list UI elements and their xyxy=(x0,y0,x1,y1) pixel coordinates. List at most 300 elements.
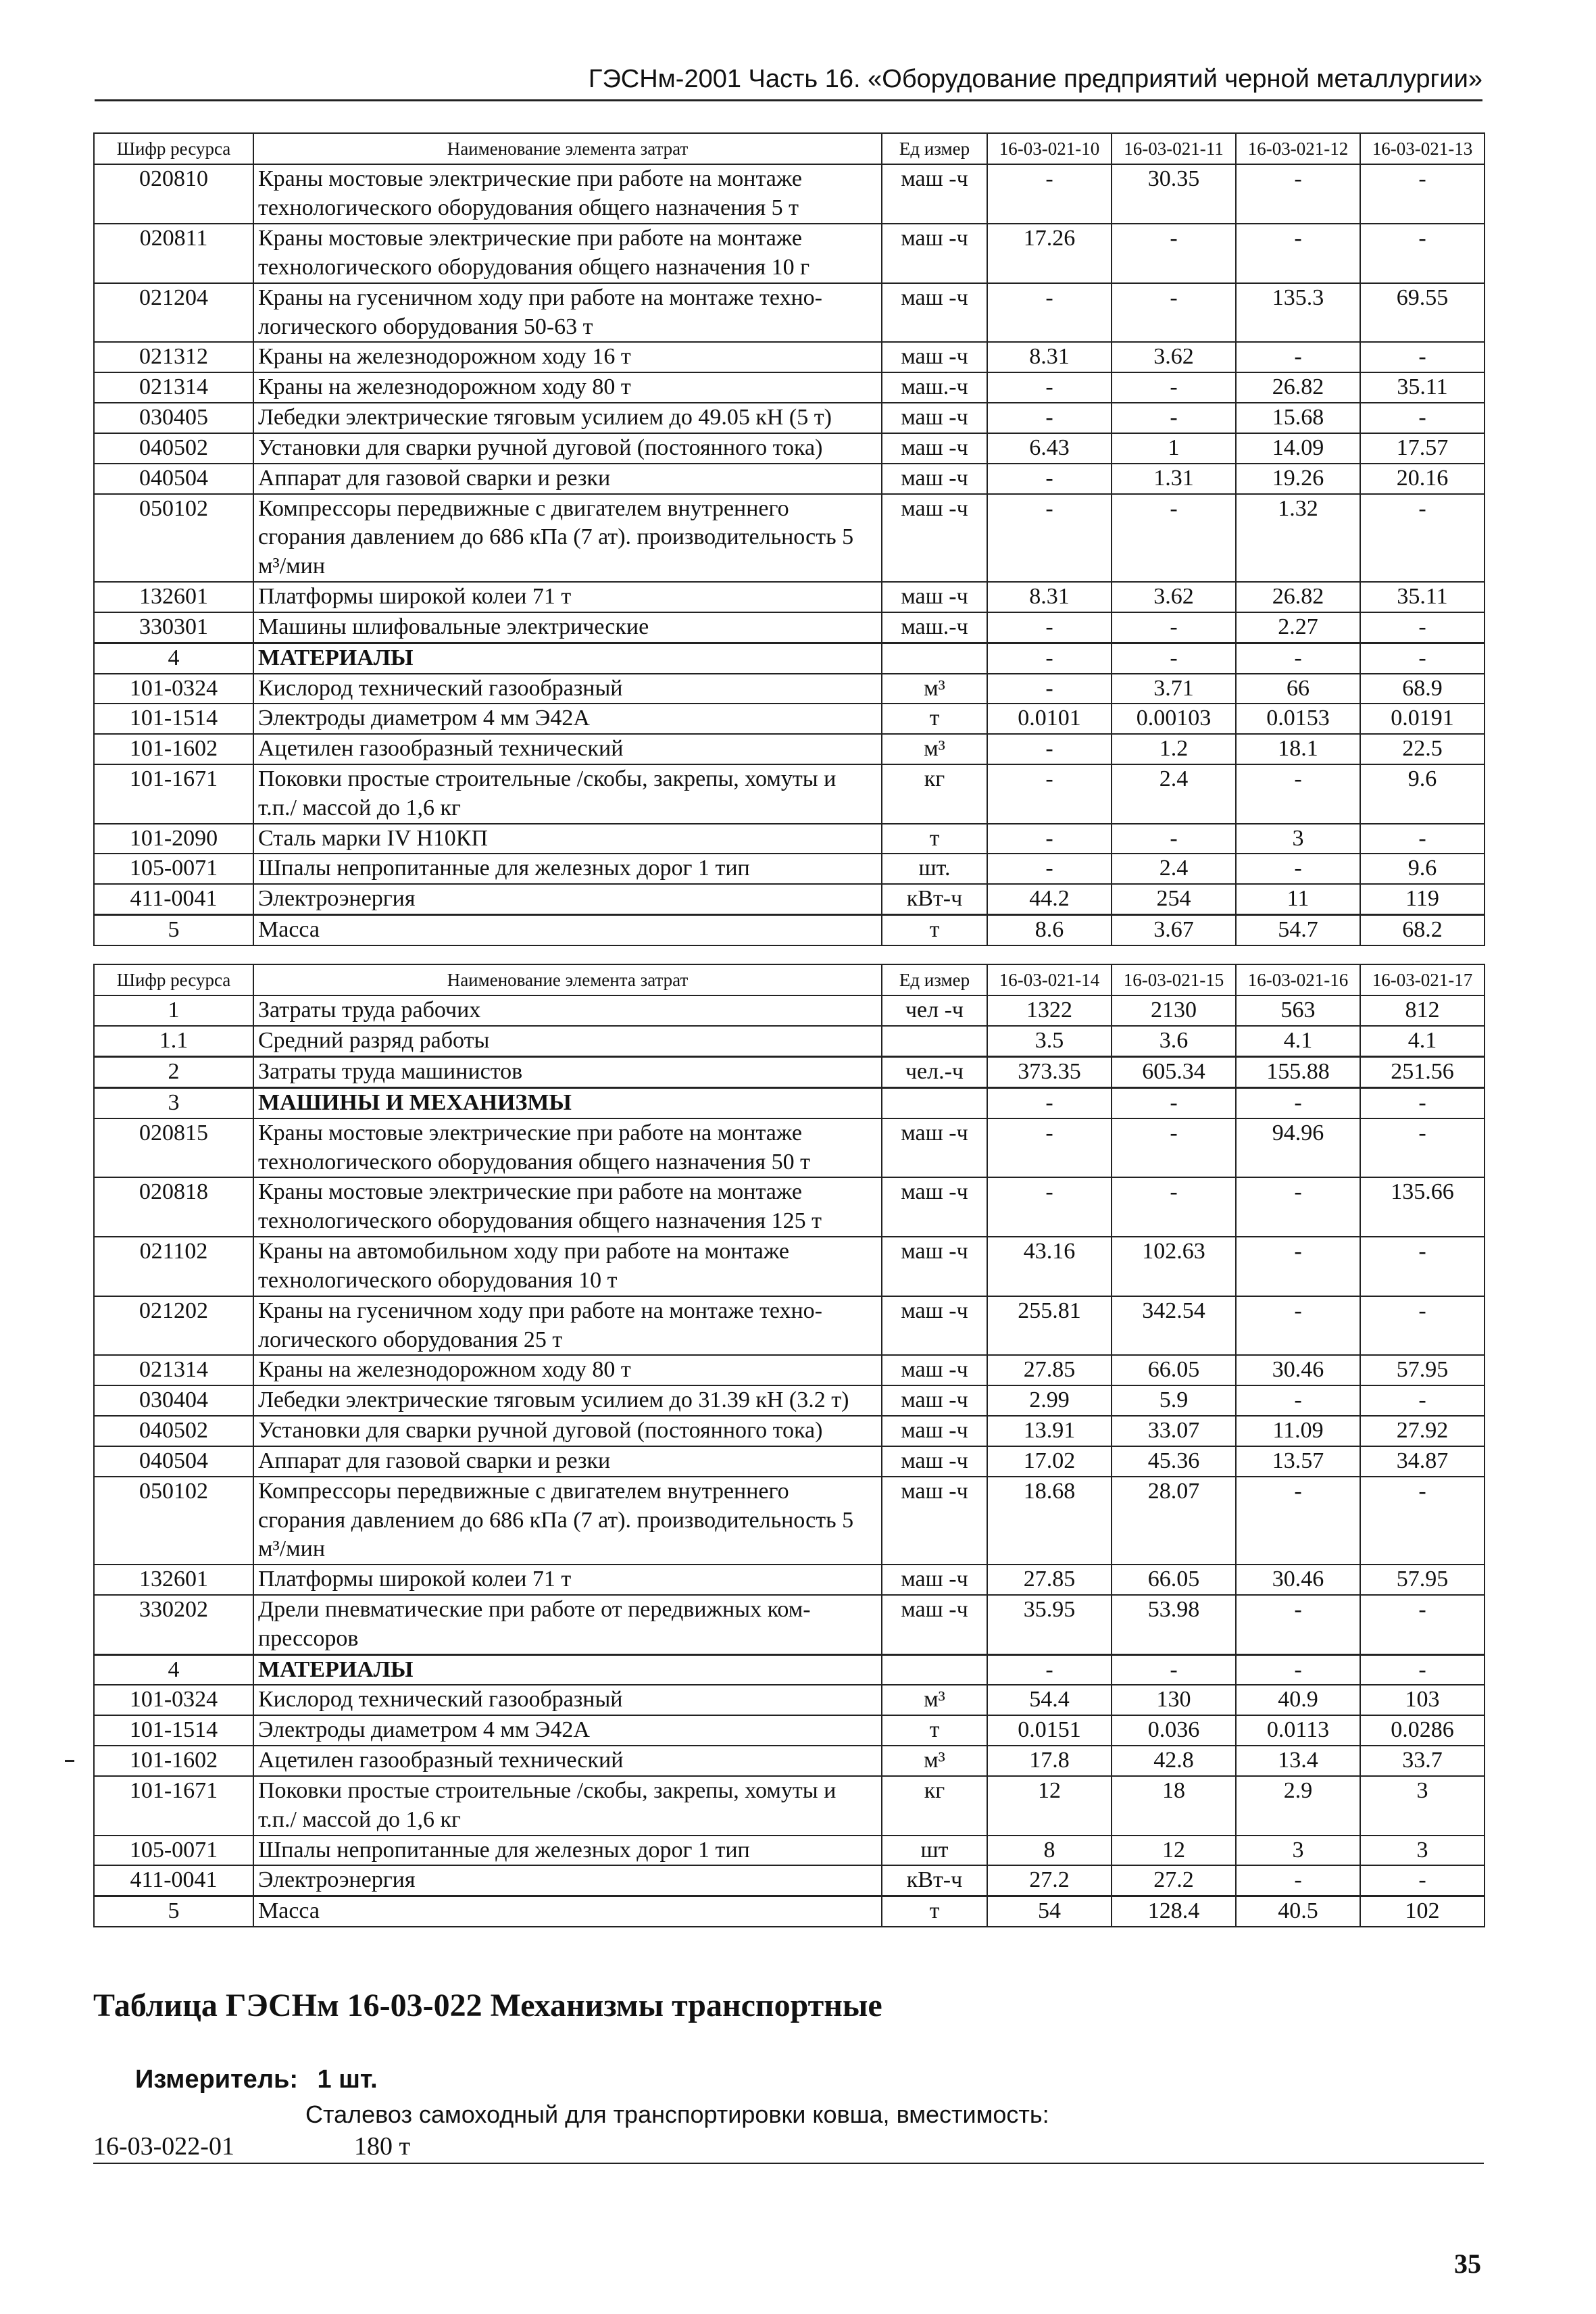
cell-value: - xyxy=(1360,1654,1485,1685)
table-row xyxy=(94,1776,1485,1836)
table-row xyxy=(94,1296,1485,1356)
cell-unit: маш -ч xyxy=(882,1446,987,1477)
cell-code: 020811 xyxy=(94,224,253,283)
cell-unit: маш -ч xyxy=(882,1118,987,1178)
table-row xyxy=(94,884,1485,914)
cell-value: 54.7 xyxy=(1236,915,1360,945)
cell-value: 128.4 xyxy=(1112,1896,1236,1927)
cell-value: - xyxy=(987,1118,1112,1178)
cell-value: 0.0191 xyxy=(1360,704,1485,734)
cell-value: - xyxy=(987,854,1112,884)
cell-value: - xyxy=(1236,1865,1360,1896)
cell-value: 33.7 xyxy=(1360,1746,1485,1776)
cell-code: 101-1514 xyxy=(94,704,253,734)
cell-value: 66.05 xyxy=(1112,1565,1236,1595)
cell-unit: маш -ч xyxy=(882,1385,987,1416)
cell-value: 17.02 xyxy=(987,1446,1112,1477)
table-row xyxy=(94,342,1485,372)
cell-value: 9.6 xyxy=(1360,854,1485,884)
cell-value: 94.96 xyxy=(1236,1118,1360,1178)
table-row xyxy=(94,1746,1485,1776)
section-row xyxy=(94,1654,1485,1685)
cell-value: 3 xyxy=(1236,1836,1360,1866)
cell-value: - xyxy=(1236,224,1360,283)
cell-name: Компрессоры передвижные с двигателем внутреннего сгорания давлением до 686 кПа (7 ат). производительность 5 м³/мин xyxy=(253,1477,882,1565)
cell-code: 021314 xyxy=(94,372,253,403)
cell-value: - xyxy=(987,734,1112,764)
cell-code: 330301 xyxy=(94,612,253,643)
cell-code: 132601 xyxy=(94,1565,253,1595)
cell-value: - xyxy=(1112,403,1236,433)
cell-code: 101-1602 xyxy=(94,734,253,764)
cell-value: - xyxy=(987,643,1112,673)
cell-value: 3 xyxy=(1360,1836,1485,1866)
cell-value: 27.92 xyxy=(1360,1416,1485,1446)
cell-unit: маш -ч xyxy=(882,224,987,283)
cell-unit: м³ xyxy=(882,674,987,704)
cell-value: - xyxy=(987,1177,1112,1237)
cell-value: - xyxy=(987,1654,1112,1685)
cell-value: 14.09 xyxy=(1236,433,1360,464)
cell-code: 5 xyxy=(94,915,253,945)
cell-name: Краны на железнодорожном ходу 16 т xyxy=(253,342,882,372)
cell-value: 3.71 xyxy=(1112,674,1236,704)
cell-code: 1.1 xyxy=(94,1026,253,1056)
cell-code: 132601 xyxy=(94,582,253,612)
cell-value: 3 xyxy=(1236,824,1360,854)
cell-value: 9.6 xyxy=(1360,764,1485,824)
cell-unit: т xyxy=(882,824,987,854)
column-header: Наименование элемента затрат xyxy=(253,133,882,164)
cell-unit: маш -ч xyxy=(882,494,987,582)
cell-value: 69.55 xyxy=(1360,283,1485,343)
cell-name: Масса xyxy=(253,915,882,945)
column-header: Ед измер xyxy=(882,133,987,164)
cell-value: 4.1 xyxy=(1236,1026,1360,1056)
column-header: Ед измер xyxy=(882,964,987,995)
table-row xyxy=(94,1685,1485,1715)
cell-value: 27.2 xyxy=(987,1865,1112,1896)
cell-value: 6.43 xyxy=(987,433,1112,464)
table-row xyxy=(94,704,1485,734)
cell-unit: маш -ч xyxy=(882,433,987,464)
item-code: 16-03-022-01 xyxy=(93,2132,253,2164)
cell-value: - xyxy=(987,764,1112,824)
cell-value: 13.91 xyxy=(987,1416,1112,1446)
cell-value: 30.46 xyxy=(1236,1355,1360,1385)
table-row xyxy=(94,674,1485,704)
cell-code: 040502 xyxy=(94,433,253,464)
cell-unit: т xyxy=(882,1715,987,1746)
table-row xyxy=(94,433,1485,464)
cell-value: 12 xyxy=(1112,1836,1236,1866)
cell-code: 101-1514 xyxy=(94,1715,253,1746)
column-header: 16-03-021-11 xyxy=(1112,133,1236,164)
cell-name: Краны на гусеничном ходу при работе на монтаже техно-логического оборудования 25 т xyxy=(253,1296,882,1356)
table-row xyxy=(94,1836,1485,1866)
cell-value: 373.35 xyxy=(987,1057,1112,1088)
cell-name: Платформы широкой колеи 71 т xyxy=(253,1565,882,1595)
cell-value: - xyxy=(1236,342,1360,372)
cell-unit: т xyxy=(882,704,987,734)
cell-value: 3.6 xyxy=(1112,1026,1236,1056)
cell-value: 40.5 xyxy=(1236,1896,1360,1927)
cell-unit: м³ xyxy=(882,1746,987,1776)
cell-value: 102 xyxy=(1360,1896,1485,1927)
cell-code: 101-1671 xyxy=(94,1776,253,1836)
cell-name: Установки для сварки ручной дуговой (постоянного тока) xyxy=(253,1416,882,1446)
cell-unit: маш -ч xyxy=(882,1355,987,1385)
cell-code: 021204 xyxy=(94,283,253,343)
cell-value: - xyxy=(987,283,1112,343)
column-header: Шифр ресурса xyxy=(94,964,253,995)
cell-code: 2 xyxy=(94,1057,253,1088)
cell-unit: маш -ч xyxy=(882,1177,987,1237)
table-row xyxy=(94,1177,1485,1237)
cell-value: 1322 xyxy=(987,995,1112,1026)
cell-code: 021312 xyxy=(94,342,253,372)
table-row xyxy=(94,1026,1485,1056)
cell-name: Кислород технический газообразный xyxy=(253,1685,882,1715)
measure-label: Измеритель: xyxy=(135,2065,298,2094)
cell-value: 42.8 xyxy=(1112,1746,1236,1776)
table-row xyxy=(94,1416,1485,1446)
cell-value: 0.0101 xyxy=(987,704,1112,734)
cell-value: - xyxy=(1360,1385,1485,1416)
cell-code: 040504 xyxy=(94,1446,253,1477)
cell-value: - xyxy=(1236,1595,1360,1654)
cell-value: 68.2 xyxy=(1360,915,1485,945)
cell-code: 105-0071 xyxy=(94,1836,253,1866)
cell-name: Краны мостовые электрические при работе на монтаже технологического оборудования общего назначения 125 т xyxy=(253,1177,882,1237)
measure-line xyxy=(135,2065,378,2094)
item-description: Сталевоз самоходный для транспортировки ковша, вместимость: xyxy=(305,2100,1049,2128)
cell-value: - xyxy=(1360,1296,1485,1356)
cell-value: 27.85 xyxy=(987,1565,1112,1595)
table-row xyxy=(94,1896,1485,1927)
cell-unit: маш -ч xyxy=(882,464,987,494)
cell-name: МАТЕРИАЛЫ xyxy=(253,1654,882,1685)
cell-unit: чел -ч xyxy=(882,995,987,1026)
cell-value: - xyxy=(1236,164,1360,224)
cell-value: 30.46 xyxy=(1236,1565,1360,1595)
column-header: Наименование элемента затрат xyxy=(253,964,882,995)
cell-value: 0.0286 xyxy=(1360,1715,1485,1746)
cell-name: Машины шлифовальные электрические xyxy=(253,612,882,643)
cell-value: - xyxy=(1360,224,1485,283)
cell-value: - xyxy=(1112,612,1236,643)
cell-value: - xyxy=(987,494,1112,582)
cell-unit: кг xyxy=(882,764,987,824)
cell-value: - xyxy=(1112,824,1236,854)
table-row xyxy=(94,582,1485,612)
cell-value: 40.9 xyxy=(1236,1685,1360,1715)
cell-unit: чел.-ч xyxy=(882,1057,987,1088)
cell-value: 57.95 xyxy=(1360,1565,1485,1595)
table-row xyxy=(94,824,1485,854)
column-header: 16-03-021-13 xyxy=(1360,133,1485,164)
table-row xyxy=(94,1595,1485,1654)
cell-value: 155.88 xyxy=(1236,1057,1360,1088)
cell-value: 3 xyxy=(1360,1776,1485,1836)
table-row xyxy=(94,1477,1485,1565)
cell-name: Компрессоры передвижные с двигателем внутреннего сгорания давлением до 686 кПа (7 ат). производительность 5 м³/мин xyxy=(253,494,882,582)
table-row xyxy=(94,372,1485,403)
cell-code: 101-1602 xyxy=(94,1746,253,1776)
table-row xyxy=(94,1385,1485,1416)
resource-table-1 xyxy=(93,132,1485,946)
cell-value: - xyxy=(1112,643,1236,673)
table-row xyxy=(94,1118,1485,1178)
cell-value: - xyxy=(1236,764,1360,824)
cell-name: Краны на гусеничном ходу при работе на монтаже техно-логического оборудования 50-63 т xyxy=(253,283,882,343)
cell-value: - xyxy=(1112,1118,1236,1178)
cell-value: - xyxy=(1360,342,1485,372)
cell-value: 812 xyxy=(1360,995,1485,1026)
cell-value: - xyxy=(1112,1087,1236,1118)
cell-value: - xyxy=(1236,1177,1360,1237)
cell-unit: маш -ч xyxy=(882,1565,987,1595)
cell-value: - xyxy=(1112,494,1236,582)
cell-unit: шт xyxy=(882,1836,987,1866)
cell-value: 1.31 xyxy=(1112,464,1236,494)
cell-name: Краны на железнодорожном ходу 80 т xyxy=(253,372,882,403)
cell-value: 3.67 xyxy=(1112,915,1236,945)
cell-value: 27.2 xyxy=(1112,1865,1236,1896)
cell-code: 040502 xyxy=(94,1416,253,1446)
page-number: 35 xyxy=(1454,2248,1481,2279)
cell-name: МАШИНЫ И МЕХАНИЗМЫ xyxy=(253,1087,882,1118)
cell-name: Сталь марки IV Н10КП xyxy=(253,824,882,854)
cell-value: - xyxy=(1360,1477,1485,1565)
cell-name: Аппарат для газовой сварки и резки xyxy=(253,464,882,494)
cell-code: 101-1671 xyxy=(94,764,253,824)
table-row xyxy=(94,995,1485,1026)
cell-value: 0.036 xyxy=(1112,1715,1236,1746)
cell-value: - xyxy=(1112,283,1236,343)
cell-unit: маш.-ч xyxy=(882,612,987,643)
cell-name: Лебедки электрические тяговым усилием до 49.05 кН (5 т) xyxy=(253,403,882,433)
cell-value: - xyxy=(987,464,1112,494)
cell-code: 330202 xyxy=(94,1595,253,1654)
cell-value: 18 xyxy=(1112,1776,1236,1836)
section-row xyxy=(94,1087,1485,1118)
cell-value: 13.57 xyxy=(1236,1446,1360,1477)
cell-value: 15.68 xyxy=(1236,403,1360,433)
cell-value: - xyxy=(1360,164,1485,224)
cell-code: 4 xyxy=(94,643,253,673)
cell-code: 105-0071 xyxy=(94,854,253,884)
cell-code: 4 xyxy=(94,1654,253,1685)
cell-name: Шпалы непропитанные для железных дорог 1 тип xyxy=(253,1836,882,1866)
cell-name: Шпалы непропитанные для железных дорог 1 тип xyxy=(253,854,882,884)
cell-value: 54.4 xyxy=(987,1685,1112,1715)
cell-unit: маш -ч xyxy=(882,1237,987,1296)
table-row xyxy=(94,283,1485,343)
cell-unit: маш -ч xyxy=(882,164,987,224)
table-row xyxy=(94,612,1485,643)
cell-value: 0.0151 xyxy=(987,1715,1112,1746)
cell-code: 101-0324 xyxy=(94,1685,253,1715)
table-row xyxy=(94,1355,1485,1385)
cell-value: - xyxy=(1236,1477,1360,1565)
table-row xyxy=(94,224,1485,283)
cell-name: Масса xyxy=(253,1896,882,1927)
table-row xyxy=(94,494,1485,582)
resource-table-2 xyxy=(93,964,1485,1927)
cell-value: 22.5 xyxy=(1360,734,1485,764)
cell-value: 255.81 xyxy=(987,1296,1112,1356)
cell-name: Электроды диаметром 4 мм Э42А xyxy=(253,1715,882,1746)
cell-value: 18.68 xyxy=(987,1477,1112,1565)
cell-code: 021202 xyxy=(94,1296,253,1356)
cell-name: Лебедки электрические тяговым усилием до 31.39 кН (3.2 т) xyxy=(253,1385,882,1416)
cell-name: Кислород технический газообразный xyxy=(253,674,882,704)
cell-value: 19.26 xyxy=(1236,464,1360,494)
cell-value: 8 xyxy=(987,1836,1112,1866)
cell-value: - xyxy=(1360,1865,1485,1896)
cell-name: Аппарат для газовой сварки и резки xyxy=(253,1446,882,1477)
cell-code: 5 xyxy=(94,1896,253,1927)
cell-value: - xyxy=(1360,612,1485,643)
cell-unit: кВт-ч xyxy=(882,884,987,914)
table-row xyxy=(94,1715,1485,1746)
cell-value: 17.57 xyxy=(1360,433,1485,464)
table-row xyxy=(94,764,1485,824)
cell-value: 11 xyxy=(1236,884,1360,914)
cell-name: Дрели пневматические при работе от передвижных ком-прессоров xyxy=(253,1595,882,1654)
cell-value: - xyxy=(1360,494,1485,582)
cell-value: 0.0153 xyxy=(1236,704,1360,734)
table-row xyxy=(94,164,1485,224)
cell-unit: маш -ч xyxy=(882,283,987,343)
cell-value: - xyxy=(1236,1385,1360,1416)
cell-value: 3.62 xyxy=(1112,342,1236,372)
cell-value: 2130 xyxy=(1112,995,1236,1026)
cell-unit: т xyxy=(882,915,987,945)
cell-value: 342.54 xyxy=(1112,1296,1236,1356)
cell-value: 35.11 xyxy=(1360,582,1485,612)
table-row xyxy=(94,1057,1485,1088)
cell-value: - xyxy=(987,403,1112,433)
cell-value: 34.87 xyxy=(1360,1446,1485,1477)
cell-name: Поковки простые строительные /скобы, закрепы, хомуты и т.п./ массой до 1,6 кг xyxy=(253,764,882,824)
cell-value: - xyxy=(1112,1654,1236,1685)
cell-unit: маш -ч xyxy=(882,1477,987,1565)
cell-name: Затраты труда машинистов xyxy=(253,1057,882,1088)
cell-value: 103 xyxy=(1360,1685,1485,1715)
cell-value: 57.95 xyxy=(1360,1355,1485,1385)
table-header-row xyxy=(94,964,1485,995)
margin-mark xyxy=(65,1760,74,1762)
cell-code: 021102 xyxy=(94,1237,253,1296)
table-row xyxy=(94,854,1485,884)
cell-name: Электроэнергия xyxy=(253,1865,882,1896)
cell-value: - xyxy=(987,674,1112,704)
cell-value: 2.27 xyxy=(1236,612,1360,643)
cell-code: 030404 xyxy=(94,1385,253,1416)
cell-value: 66 xyxy=(1236,674,1360,704)
column-header: 16-03-021-16 xyxy=(1236,964,1360,995)
bottom-rule xyxy=(93,2163,1484,2164)
cell-value: 28.07 xyxy=(1112,1477,1236,1565)
cell-value: 30.35 xyxy=(1112,164,1236,224)
cell-value: 1.2 xyxy=(1112,734,1236,764)
section-row xyxy=(94,643,1485,673)
cell-code: 050102 xyxy=(94,1477,253,1565)
cell-value: 13.4 xyxy=(1236,1746,1360,1776)
cell-value: 33.07 xyxy=(1112,1416,1236,1446)
cell-unit xyxy=(882,1654,987,1685)
table-row xyxy=(94,1565,1485,1595)
cell-value: 130 xyxy=(1112,1685,1236,1715)
cell-value: - xyxy=(1236,1654,1360,1685)
cell-unit: маш -ч xyxy=(882,1296,987,1356)
cell-value: 17.8 xyxy=(987,1746,1112,1776)
cell-code: 030405 xyxy=(94,403,253,433)
cell-name: Ацетилен газообразный технический xyxy=(253,1746,882,1776)
cell-value: - xyxy=(1360,1087,1485,1118)
cell-unit: кг xyxy=(882,1776,987,1836)
cell-name: Установки для сварки ручной дуговой (постоянного тока) xyxy=(253,433,882,464)
running-header: ГЭСНм-2001 Часть 16. «Оборудование предприятий черной металлургии» xyxy=(95,65,1482,101)
cell-value: 44.2 xyxy=(987,884,1112,914)
measure-value: 1 шт. xyxy=(317,2065,378,2094)
cell-value: 53.98 xyxy=(1112,1595,1236,1654)
cell-value: 4.1 xyxy=(1360,1026,1485,1056)
table-row xyxy=(94,464,1485,494)
cell-value: - xyxy=(987,372,1112,403)
column-header: 16-03-021-17 xyxy=(1360,964,1485,995)
cell-value: 2.99 xyxy=(987,1385,1112,1416)
cell-name: Краны мостовые электрические при работе на монтаже технологического оборудования общего назначения 10 г xyxy=(253,224,882,283)
cell-value: 54 xyxy=(987,1896,1112,1927)
cell-value: 18.1 xyxy=(1236,734,1360,764)
table-row xyxy=(94,915,1485,945)
cell-value: 43.16 xyxy=(987,1237,1112,1296)
cell-code: 101-2090 xyxy=(94,824,253,854)
cell-code: 050102 xyxy=(94,494,253,582)
cell-value: - xyxy=(1360,1595,1485,1654)
cell-value: 1.32 xyxy=(1236,494,1360,582)
cell-code: 020810 xyxy=(94,164,253,224)
column-header: 16-03-021-10 xyxy=(987,133,1112,164)
cell-value: - xyxy=(1236,1237,1360,1296)
cell-value: - xyxy=(1236,1296,1360,1356)
cell-value: - xyxy=(1360,1118,1485,1178)
cell-value: 0.00103 xyxy=(1112,704,1236,734)
cell-value: - xyxy=(1236,643,1360,673)
cell-value: 26.82 xyxy=(1236,372,1360,403)
cell-code: 020815 xyxy=(94,1118,253,1178)
item-row xyxy=(93,2132,410,2164)
cell-unit xyxy=(882,1087,987,1118)
item-name: 180 т xyxy=(354,2132,411,2161)
cell-value: - xyxy=(987,824,1112,854)
cell-value: 3.62 xyxy=(1112,582,1236,612)
cell-unit xyxy=(882,643,987,673)
cell-code: 101-0324 xyxy=(94,674,253,704)
cell-value: - xyxy=(987,1087,1112,1118)
table-row xyxy=(94,403,1485,433)
cell-unit: маш -ч xyxy=(882,342,987,372)
cell-unit xyxy=(882,1026,987,1056)
cell-value: 45.36 xyxy=(1112,1446,1236,1477)
table-title: Таблица ГЭСНм 16-03-022 Механизмы транспортные xyxy=(93,1988,882,2023)
cell-value: 8.31 xyxy=(987,342,1112,372)
cell-unit: т xyxy=(882,1896,987,1927)
cell-name: Электроэнергия xyxy=(253,884,882,914)
